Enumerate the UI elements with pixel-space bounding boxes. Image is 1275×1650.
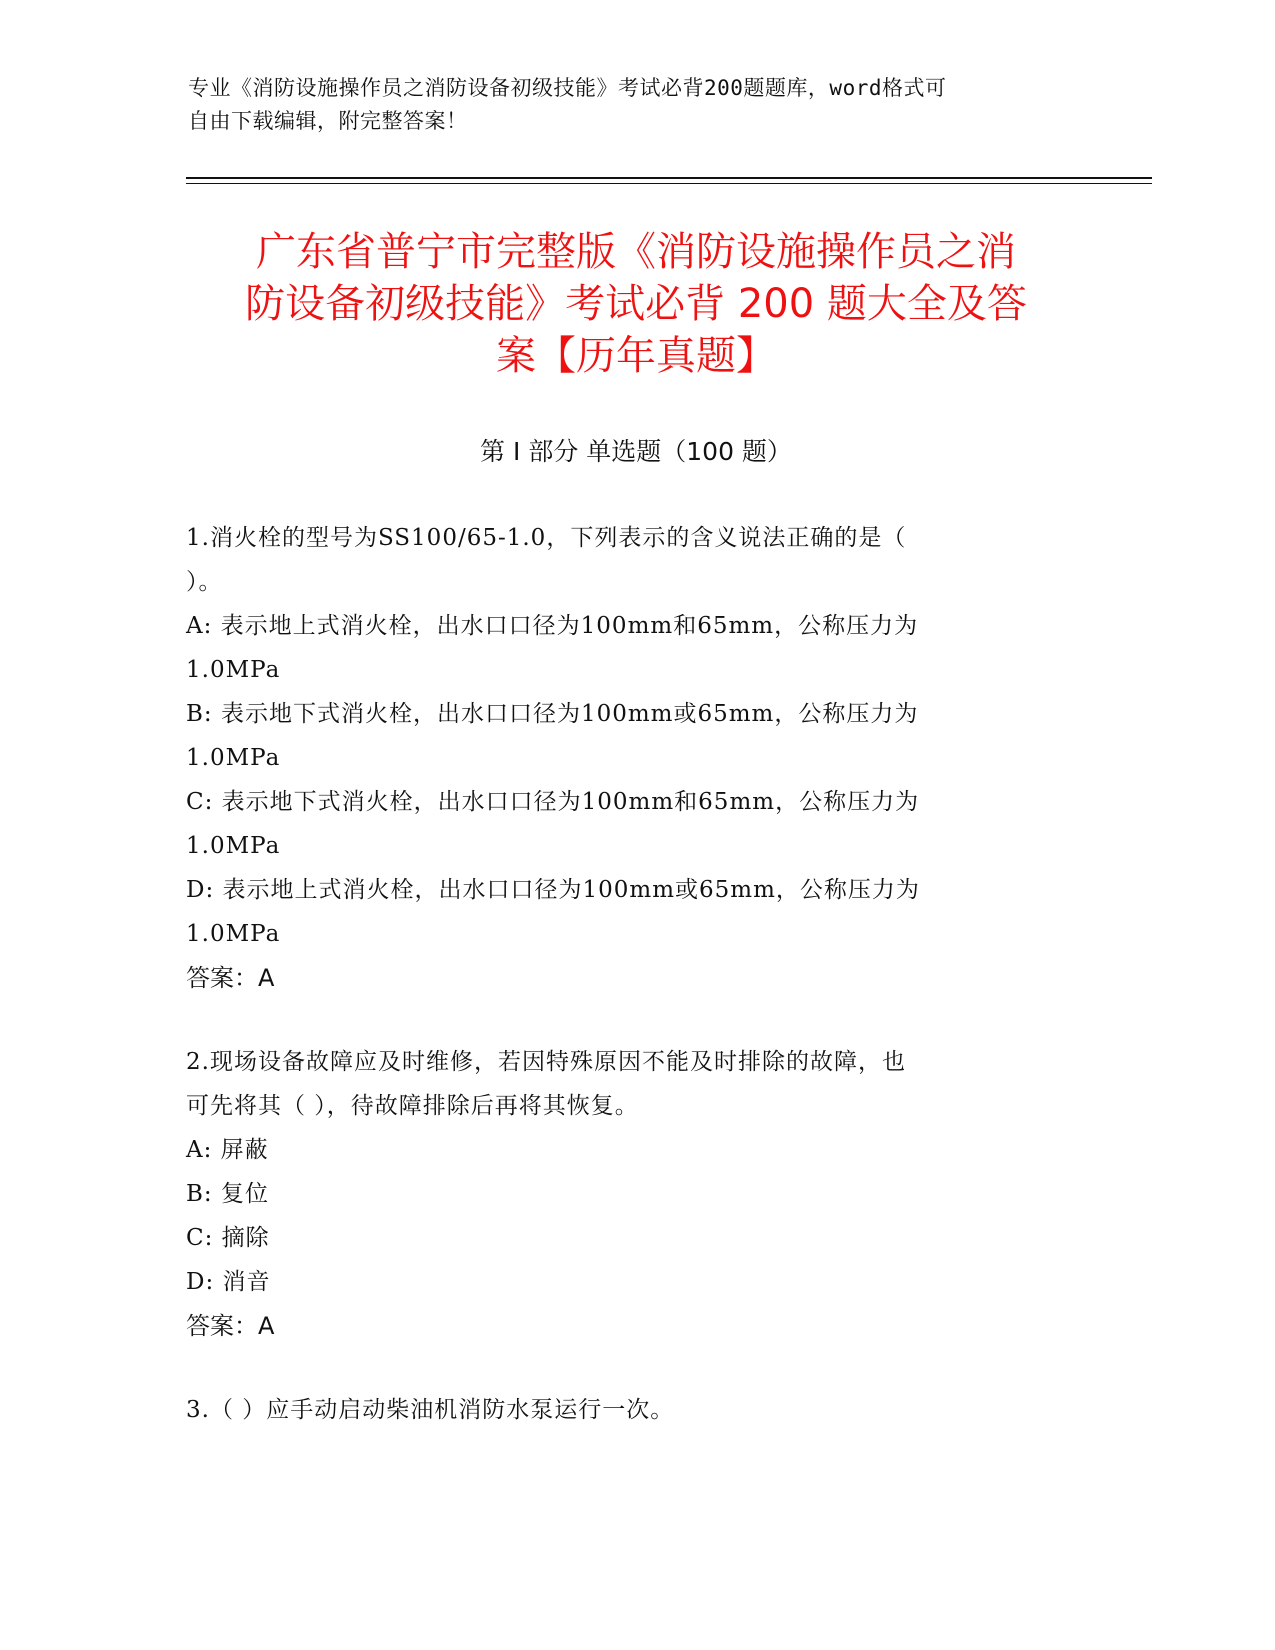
option-d: D: 消音 (186, 1269, 271, 1295)
option-c-line-2: 1.0MPa (186, 833, 281, 859)
question-stem-line-2: 可先将其（ ），待故障排除后再将其恢复。 (186, 1093, 639, 1119)
question-stem-line-1: 2.现场设备故障应及时维修，若因特殊原因不能及时排除的故障，也 (186, 1049, 906, 1075)
header-note (188, 72, 1068, 138)
header-rule-thick (186, 177, 1152, 179)
header-rule-thin (186, 183, 1152, 184)
document-title (186, 226, 1086, 382)
question-stem-line-1: 3.（ ）应手动启动柴油机消防水泵运行一次。 (186, 1397, 675, 1423)
option-d-line-2: 1.0MPa (186, 921, 281, 947)
option-d-line-1: D: 表示地上式消火栓，出水口口径为100mm或65mm，公称压力为 (186, 877, 920, 903)
option-b-line-2: 1.0MPa (186, 745, 281, 771)
answer: 答案：A (186, 964, 275, 992)
title-line-3: 案【历年真题】 (496, 333, 776, 379)
title-line-1: 广东省普宁市完整版《消防设施操作员之消 (256, 229, 1016, 275)
title-line-2: 防设备初级技能》考试必背 200 题大全及答 (245, 281, 1027, 327)
option-a: A: 屏蔽 (186, 1137, 269, 1163)
header-note-line-1: 专业《消防设施操作员之消防设备初级技能》考试必背200题题库，word格式可 (188, 76, 947, 100)
question-stem-line-1: 1.消火栓的型号为SS100/65-1.0，下列表示的含义说法正确的是（ (186, 525, 907, 551)
section-title: 第 I 部分 单选题（100 题） (480, 437, 792, 466)
answer: 答案：A (186, 1312, 275, 1340)
option-a-line-2: 1.0MPa (186, 657, 281, 683)
option-c: C: 摘除 (186, 1225, 270, 1251)
option-b-line-1: B: 表示地下式消火栓，出水口口径为100mm或65mm，公称压力为 (186, 701, 919, 727)
option-a-line-1: A: 表示地上式消火栓，出水口口径为100mm和65mm，公称压力为 (186, 613, 919, 639)
option-c-line-1: C: 表示地下式消火栓，出水口口径为100mm和65mm，公称压力为 (186, 789, 920, 815)
option-b: B: 复位 (186, 1181, 269, 1207)
header-note-line-2: 自由下载编辑，附完整答案！ (188, 109, 468, 133)
question-stem-line-2: ）。 (186, 569, 223, 595)
